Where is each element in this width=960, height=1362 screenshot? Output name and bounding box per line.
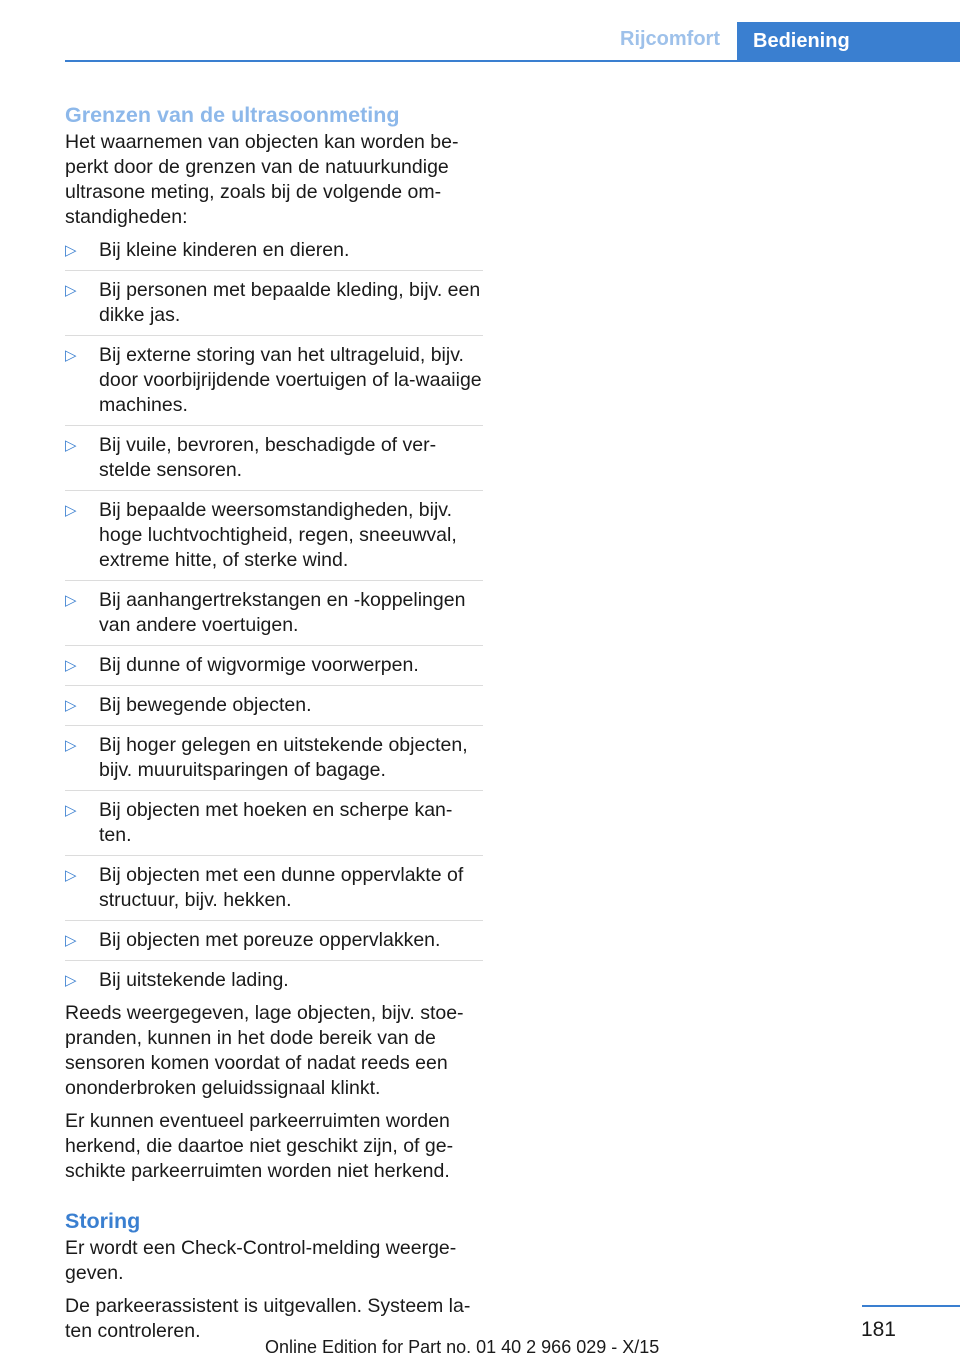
list-item	[65, 863, 483, 921]
body-paragraph: Er wordt een Check-Control-melding weerge-geven.	[65, 1237, 457, 1284]
body-paragraph: Reeds weergegeven, lage objecten, bijv. stoe-pranden, kunnen in het dode bereik van de sensoren komen voordat of nadat reeds een ononderbroken geluidssignaal klinkt.	[65, 1002, 464, 1099]
header-rule	[65, 60, 960, 62]
list-item	[65, 238, 483, 271]
triangle-bullet-icon: ▷	[65, 802, 77, 819]
heading-ultrasound-limits: Grenzen van de ultrasoonmeting	[65, 103, 400, 127]
list-item	[65, 733, 483, 791]
list-item	[65, 693, 483, 726]
list-item-text: Bij uitstekende lading.	[99, 969, 289, 991]
limitations-list	[65, 238, 483, 993]
chapter-label: Rijcomfort	[620, 28, 720, 50]
list-item	[65, 928, 483, 961]
list-item	[65, 588, 483, 646]
list-item	[65, 433, 483, 491]
triangle-bullet-icon: ▷	[65, 972, 77, 989]
section-tab: Bediening	[737, 22, 960, 60]
triangle-bullet-icon: ▷	[65, 737, 77, 754]
list-item	[65, 498, 483, 581]
heading-malfunction: Storing	[65, 1209, 141, 1233]
list-item-text: Bij hoger gelegen en uitstekende objecten, bijv. muuruitsparingen of bagage.	[99, 734, 468, 781]
body-paragraph: Er kunnen eventueel parkeerruimten worden herkend, die daartoe niet geschikt zijn, of ge-schikte parkeerruimten worden niet herkend.	[65, 1110, 454, 1182]
triangle-bullet-icon: ▷	[65, 657, 77, 674]
triangle-bullet-icon: ▷	[65, 932, 77, 949]
list-item-text: Bij aanhangertrekstangen en -koppelingen van andere voertuigen.	[99, 589, 466, 636]
triangle-bullet-icon: ▷	[65, 502, 77, 519]
list-item	[65, 798, 483, 856]
list-item	[65, 653, 483, 686]
triangle-bullet-icon: ▷	[65, 592, 77, 609]
triangle-bullet-icon: ▷	[65, 242, 77, 259]
page-header	[0, 0, 960, 62]
list-item-text: Bij dunne of wigvormige voorwerpen.	[99, 654, 419, 676]
triangle-bullet-icon: ▷	[65, 437, 77, 454]
edition-footer: Online Edition for Part no. 01 40 2 966 029 - X/15	[265, 1337, 660, 1357]
list-item-text: Bij bepaalde weersomstandigheden, bijv. hoge luchtvochtigheid, regen, sneeuwval, extreme hitte, of sterke wind.	[99, 499, 457, 571]
page-number: 181	[860, 1318, 896, 1341]
list-item-text: Bij personen met bepaalde kleding, bijv. een dikke jas.	[99, 279, 481, 326]
list-item-text: Bij objecten met hoeken en scherpe kan-ten.	[99, 799, 453, 846]
list-item-text: Bij objecten met een dunne oppervlakte of structuur, bijv. hekken.	[99, 864, 464, 911]
list-item-text: Bij vuile, bevroren, beschadigde of ver-stelde sensoren.	[99, 434, 437, 481]
list-item-text: Bij externe storing van het ultrageluid, bijv. door voorbijrijdende voertuigen of la-waaiige machines.	[99, 344, 482, 416]
triangle-bullet-icon: ▷	[65, 282, 77, 299]
triangle-bullet-icon: ▷	[65, 347, 77, 364]
list-item	[65, 278, 483, 336]
footer-rule	[862, 1305, 960, 1307]
list-item	[65, 343, 483, 426]
intro-paragraph: Het waarnemen van objecten kan worden be-perkt door de grenzen van de natuurkundige ultrasone meting, zoals bij de volgende om-standigheden:	[65, 131, 459, 228]
list-item-text: Bij objecten met poreuze oppervlakken.	[99, 929, 441, 951]
list-item	[65, 968, 483, 993]
body-paragraph: De parkeerassistent is uitgevallen. Systeem la-ten controleren.	[65, 1295, 471, 1342]
page-content	[65, 100, 483, 1352]
triangle-bullet-icon: ▷	[65, 867, 77, 884]
list-item-text: Bij kleine kinderen en dieren.	[99, 239, 350, 261]
triangle-bullet-icon: ▷	[65, 697, 77, 714]
list-item-text: Bij bewegende objecten.	[99, 694, 312, 716]
